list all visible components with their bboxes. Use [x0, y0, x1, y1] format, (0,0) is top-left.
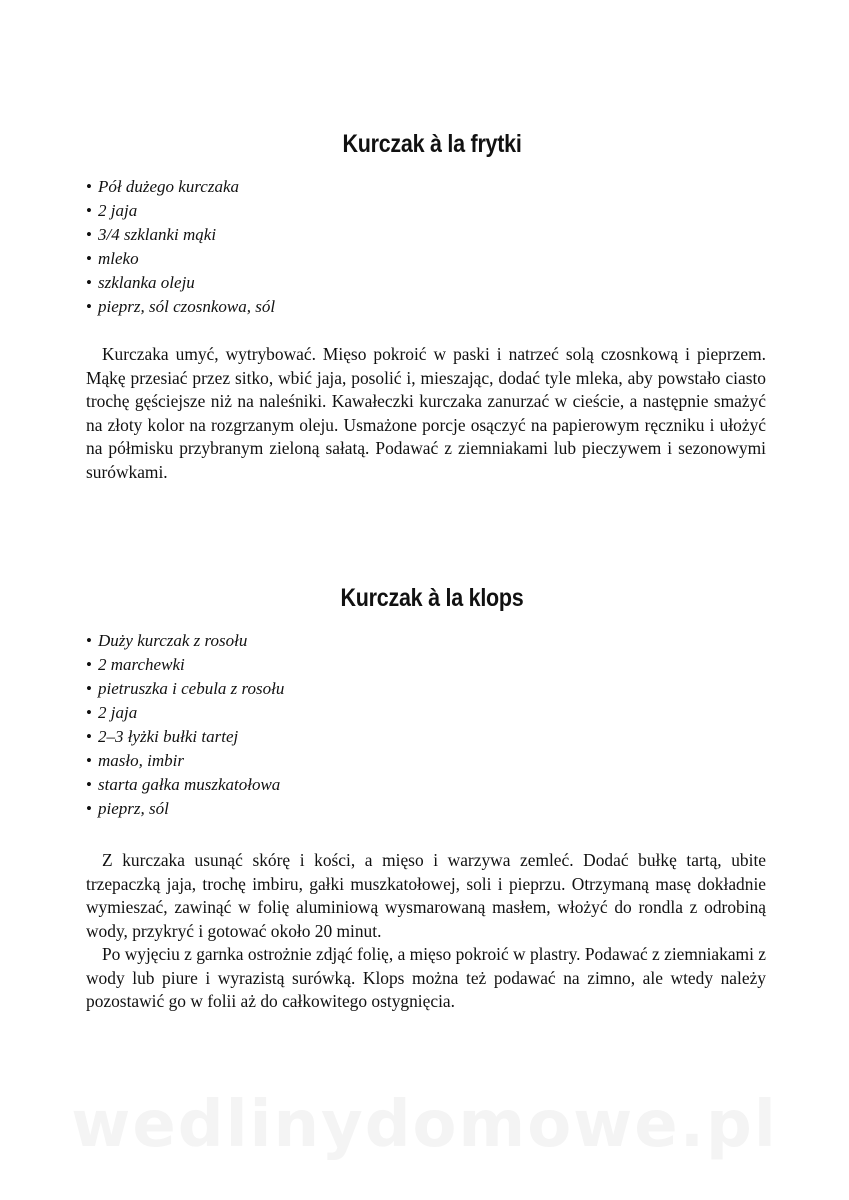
ingredient-item: • 2–3 łyżki bułki tartej [86, 725, 766, 749]
bullet-icon: • [86, 727, 92, 746]
watermark: wedlinydomowe.pl [71, 1088, 778, 1162]
ingredient-item: • 2 marchewki [86, 653, 766, 677]
recipe-title: Kurczak à la klops [340, 584, 524, 612]
ingredient-item: • mleko [86, 247, 766, 271]
bullet-icon: • [86, 201, 92, 220]
bullet-icon: • [86, 249, 92, 268]
bullet-icon: • [86, 799, 92, 818]
instruction-paragraph: Po wyjęciu z garnka ostrożnie zdjąć folię, a mięso pokroić w plastry. Podawać z ziemniakami z wody lub piure i wyrazistą surówką. Klops można też podawać na zimno, ale wtedy należy pozostawić go w folii aż do całkowitego ostygnięcia. [86, 944, 766, 1011]
bullet-icon: • [86, 225, 92, 244]
recipe-instructions [86, 343, 766, 484]
bullet-icon: • [86, 631, 92, 650]
ingredient-item: • 2 jaja [86, 701, 766, 725]
ingredient-list [86, 629, 766, 821]
bullet-icon: • [86, 273, 92, 292]
bullet-icon: • [86, 679, 92, 698]
bullet-icon: • [86, 751, 92, 770]
ingredient-item: • Duży kurczak z rosołu [86, 629, 766, 653]
bullet-icon: • [86, 297, 92, 316]
ingredient-item: • masło, imbir [86, 749, 766, 773]
ingredient-item: • starta gałka muszkatołowa [86, 773, 766, 797]
instruction-paragraph: Kurczaka umyć, wytrybować. Mięso pokroić w paski i natrzeć solą czosnkową i pieprzem. Mąkę przesiać przez sitko, wbić jaja, posolić i, mieszając, dodać tyle mleka, aby powstało ciasto trochę gęściejsze niż na naleśniki. Kawałeczki kurczaka zanurzać w cieście, a następnie smażyć na złoty kolor na rozgrzanym oleju. Usmażone porcje osączyć na papierowym ręczniku i ułożyć na półmisku przybranym zieloną sałatą. Podawać z ziemniakami lub pieczywem i sezonowymi surówkami. [86, 344, 766, 482]
ingredient-item: • pietruszka i cebula z rosołu [86, 677, 766, 701]
bullet-icon: • [86, 703, 92, 722]
recipe-instructions [86, 849, 766, 1014]
ingredient-item: • 3/4 szklanki mąki [86, 223, 766, 247]
ingredient-item: • pieprz, sól [86, 797, 766, 821]
recipe-frytki [86, 128, 766, 484]
ingredient-item: • szklanka oleju [86, 271, 766, 295]
ingredient-item: • Pół dużego kurczaka [86, 175, 766, 199]
bullet-icon: • [86, 775, 92, 794]
ingredient-list [86, 175, 766, 319]
ingredient-item: • pieprz, sól czosnkowa, sól [86, 295, 766, 319]
ingredient-item: • 2 jaja [86, 199, 766, 223]
recipe-title: Kurczak à la frytki [342, 130, 522, 158]
bullet-icon: • [86, 177, 92, 196]
bullet-icon: • [86, 655, 92, 674]
recipe-klops [86, 582, 766, 1014]
instruction-paragraph: Z kurczaka usunąć skórę i kości, a mięso i warzywa zemleć. Dodać bułkę tartą, ubite trzepaczką jaja, trochę imbiru, gałki muszkatołowej, soli i pieprzu. Otrzymaną masę dokładnie wymieszać, zawinąć w folię aluminiową wysmarowaną masłem, włożyć do rondla z odrobiną wody, przykryć i gotować około 20 minut. [86, 850, 766, 941]
